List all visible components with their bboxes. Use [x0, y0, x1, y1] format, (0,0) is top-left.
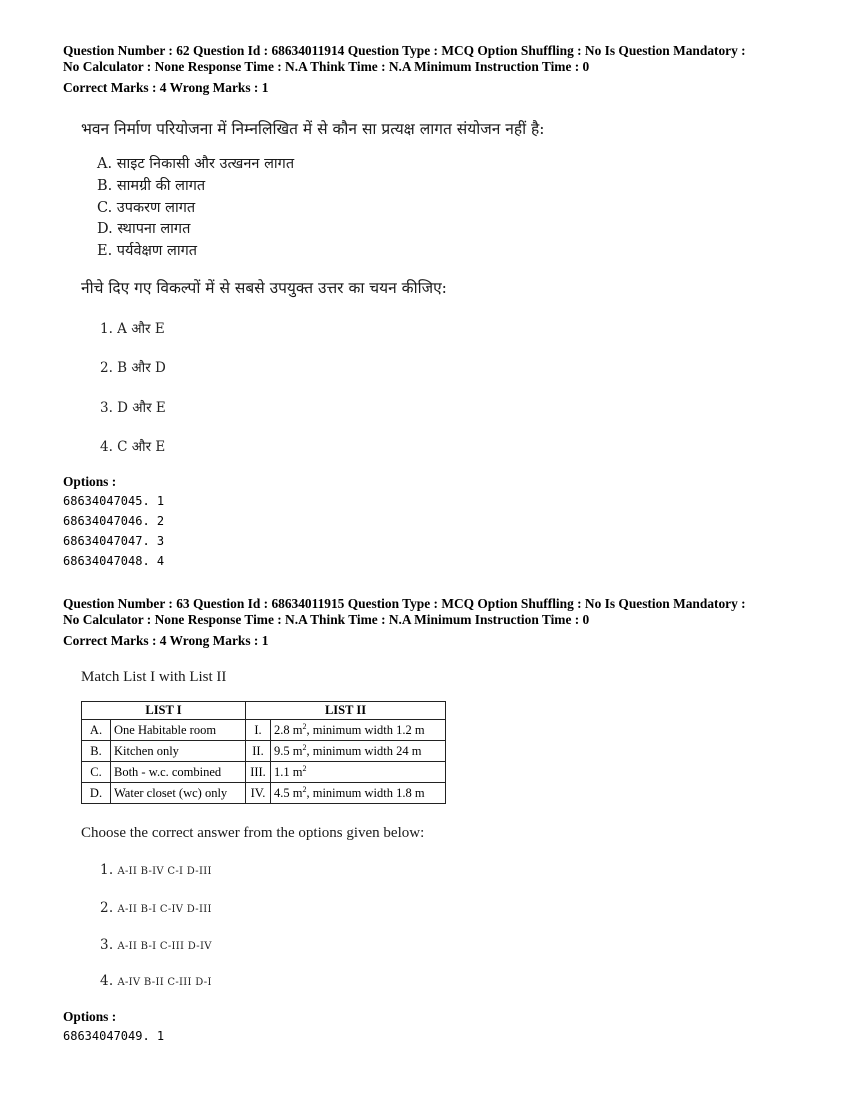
q63-instruction: Choose the correct answer from the options given below: — [81, 825, 425, 841]
q63-choice-3: 3. A-II B-I C-III D-IV — [100, 937, 212, 953]
list-ii-cell: 4.5 $m^2$, minimum width 1.8 m — [271, 783, 446, 804]
q62-item-e: E. पर्यवेक्षण लागत — [97, 243, 198, 259]
q62-options-label: Options : — [63, 474, 117, 489]
list-ii-cell: 1.1 $m^2$ — [271, 762, 446, 783]
row-key: B. — [82, 741, 111, 762]
q62-option-1: 68634047045. 1 — [63, 494, 165, 508]
list-i-cell: One Habitable room — [111, 720, 246, 741]
match-table-header — [82, 702, 446, 720]
list-i-cell: Water closet (wc) only — [111, 783, 246, 804]
q62-header-line1: Question Number : 62 Question Id : 68634011914 Question Type : MCQ Option Shuffling : No Is Question Mandatory : — [63, 43, 746, 58]
list-i-cell: Kitchen only — [111, 741, 246, 762]
q62-item-d: D. स्थापना लागत — [97, 221, 191, 237]
q62-choice-2: 2. B और D — [100, 360, 166, 376]
q63-choice-4: 4. A-IV B-II C-III D-I — [100, 973, 212, 989]
list-ii-header: LIST II — [246, 702, 446, 720]
list-ii-cell: 9.5 $m^2$, minimum width 24 m — [271, 741, 446, 762]
row-key: A. — [82, 720, 111, 741]
list-i-cell: Both - w.c. combined — [111, 762, 246, 783]
table-row — [82, 720, 446, 741]
row-key: C. — [82, 762, 111, 783]
table-row — [82, 762, 446, 783]
q62-instruction: नीचे दिए गए विकल्पों में से सबसे उपयुक्त उत्तर का चयन कीजिए: — [81, 279, 447, 297]
q63-choice-2: 2. A-II B-I C-IV D-III — [100, 900, 212, 916]
q62-item-c: C. उपकरण लागत — [97, 200, 196, 216]
q63-option-1: 68634047049. 1 — [63, 1029, 165, 1043]
list-i-header: LIST I — [82, 702, 246, 720]
roman-numeral: IV. — [246, 783, 271, 804]
roman-numeral: II. — [246, 741, 271, 762]
list-ii-cell: 2.8 $m^2$, minimum width 1.2 m — [271, 720, 446, 741]
q63-choice-1: 1. A-II B-IV C-I D-III — [100, 862, 212, 878]
q62-choice-1: 1. A और E — [100, 321, 165, 337]
roman-numeral: III. — [246, 762, 271, 783]
q62-marks: Correct Marks : 4 Wrong Marks : 1 — [63, 80, 269, 95]
q62-option-4: 68634047048. 4 — [63, 554, 165, 568]
q62-question-text: भवन निर्माण परियोजना में निम्नलिखित में से कौन सा प्रत्यक्ष लागत संयोजन नहीं है: — [81, 120, 545, 138]
q62-choice-4: 4. C और E — [100, 439, 166, 455]
table-row — [82, 783, 446, 804]
q62-item-b: B. सामग्री की लागत — [97, 178, 206, 194]
q63-header-line2: No Calculator : None Response Time : N.A Think Time : N.A Minimum Instruction Time : 0 — [63, 612, 590, 627]
q62-option-3: 68634047047. 3 — [63, 534, 165, 548]
q62-item-a: A. साइट निकासी और उत्खनन लागत — [97, 156, 295, 172]
q63-header-line1: Question Number : 63 Question Id : 68634011915 Question Type : MCQ Option Shuffling : No Is Question Mandatory : — [63, 596, 746, 611]
row-key: D. — [82, 783, 111, 804]
q63-question-text: Match List I with List II — [81, 669, 227, 685]
q63-options-label: Options : — [63, 1009, 117, 1024]
q62-option-2: 68634047046. 2 — [63, 514, 165, 528]
roman-numeral: I. — [246, 720, 271, 741]
match-table — [81, 701, 446, 804]
table-row — [82, 741, 446, 762]
q63-marks: Correct Marks : 4 Wrong Marks : 1 — [63, 633, 269, 648]
q62-header-line2: No Calculator : None Response Time : N.A Think Time : N.A Minimum Instruction Time : 0 — [63, 59, 590, 74]
q62-choice-3: 3. D और E — [100, 400, 166, 416]
